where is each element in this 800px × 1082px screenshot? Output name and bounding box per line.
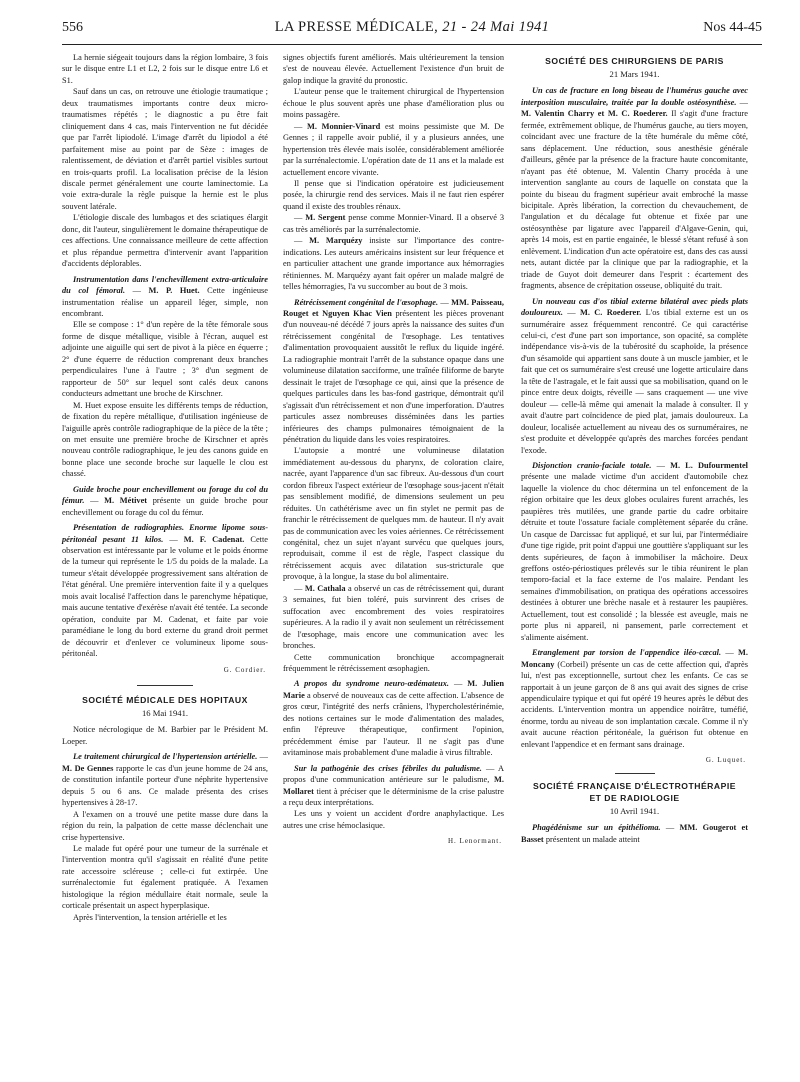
article-title: Instrumentation dans l'enchevillement extra-articulaire du col fémoral.: [62, 274, 268, 296]
paragraph: Elle se compose : 1° d'un repère de la tête fémorale sous forme de disque métallique, visible à l'écran, auquel est adjointe une aiguille qui sert de pivot à la pièce en équerre ; 2° d'une équerre de réduction comprenant deux branches perpendiculaires l'une à l'autre ; 3° d'un segment de rapporteur de 50° sur lequel sont calés deux canons conducteurs admettant une broche de Kirschner.: [62, 320, 268, 399]
article-author: M. Julien Marie: [283, 679, 505, 700]
paragraph: A l'examen on a trouvé une petite masse dure dans la région du rein, la palpation de cette masse déclenchait une crise hypertensive.: [62, 809, 268, 842]
signature: H. Lenormant.: [447, 837, 502, 846]
article-text: a observé un cas de rétrécissement qui, durant 3 semaines, fut bien toléré, puis survinrent des crises de suffocation avec encombrement des voies respiratoires supérieures. A la radio il y avait non seulement un rétrécissement de l'œsophage, mais encore une communication avec les bronches.: [283, 583, 504, 651]
article-text: insiste sur l'importance des contre-indications. Les auteurs américains insistent sur leur fréquence et en particulier attachent une grande importance aux hémorragies rétiniennes. M. Marquézy ayant fait opérer un malade malgré de telles hémorragies, l'a vu succomber au bout de 3 mois.: [283, 236, 505, 292]
paragraph: Cette communication bronchique accompagnerait fréquemment le rétrécissement œsophagien.: [283, 652, 504, 674]
article-os-tibial: Un nouveau cas d'os tibial externe bilatéral avec pieds plats douloureux. — M. C. Roederer. L'os tibial externe est un os surnuméraire assez fréquemment rencontré. Ce qui caractérise celui-ci, c'est d'une part son importance, son opacité, sa complète indépendance vis-à-vis de la tubérosité du scaphoïde, la présence d'un sésamoïde qui appartient sans doute à un muscle jambier, et le fait que cet os surnuméraire s'est creusé une logette articulaire dans la tête de l'astragale, et le fait aussi que sa mobilisation, quand on le pince entre deux doigts, réveille — sans craquement — une vive douleur — celle-là même qui amenait la malade à consulter. Il y avait d'autre part coïncidence de pied plat, jamais douloureux. La douleur, localisée actuellement au niveau des os surnuméraires, ne s'est produite et développée qu'après des marches forcées pendant l'exode.: [521, 296, 748, 455]
paragraph: signes objectifs furent améliorés. Mais ultérieurement la tension s'est de nouveau élevée. Actuellement l'existence d'un bruit de galop indique la gravité du pronostic.: [283, 53, 504, 85]
article-text: Cette observation est intéressante par le volume et le poids énorme de la tumeur qui représente le 1/5 du poids de la malade. La tumeur s'était développée progressivement sans altération de l'état général. Une première intervention faite il y a quelques mois avait localisé l'affection dans le parenchyme hépatique, mais aucune tentative d'exérèse n'avait été tentée. La seconde opération, conduite par M. Cadenat, et faite par voie paramédiane le long du bord externe du grand droit permet de découvrir et d'enlever ce volumineux lipome sous-péritonéal.: [62, 534, 268, 659]
article-author: M. Monnier-Vinard: [307, 121, 381, 131]
article-oesophage: Rétrécissement congénital de l'œsophage. — MM. Paisseau, Rouget et Nguyen Khac Vien présentent les pièces provenant d'un nouveau-né décédé 7 jours après la naissance des suites d'un rétrécissement congénital de l'œsophage. Les tentatives d'alimentation provoquaient aussitôt le reflux du liquide ingéré. La radiographie montrait l'arrêt de la substance opaque dans une volumineuse dilatation sacciforme, une traînée filiforme de baryte dessinait le trajet de l'œsophage ce qui, ainsi que la présence de quelques particules dans les bas-fond gastrique, démontrait qu'il s'agissait d'un rétrécissement et non d'une imperforation. D'autres particules assez nombreuses disséminées dans les parties inférieures des champs pulmonaires témoignaient de la pénétration du liquide dans les voies respiratoires.: [283, 297, 504, 444]
article-title: Disjonction cranio-faciale totale.: [532, 460, 652, 470]
article-text: présente une malade victime d'un accident d'automobile chez laquelle la violence du choc détermina un tel enfoncement de la région orbitaire que les deux globes oculaires furent arrachés, les paupières très mutilées, une grande partie du cadre orbitaire détruite et toute l'ossature faciale complètement séparée du crâne. Un casque de Darcissac fut appliqué, et sur lui, par l'intermédiaire d'une tige rigide, prit point d'appui une gouttière s'appliquant sur les dents supérieures, de façon à immobiliser la mâchoire. Deux greffons ostéo-périostiques prélevés sur le tibia réunirent le plan temporo-facial et la face externe de l'os malaire. Pendant les semaines d'immobilisation, on pratiqua des opérations accessoires destinées à obturer une brèche nasale et à restaurer les paupières. Actuellement, tout est consolidé ; la blessée est aveugle, mais ne porte plus ni appareil, ni pansement, parle correctement et s'alimente aisément.: [521, 472, 748, 642]
article-text: Cette ingénieuse instrumentation réalise un appareil léger, simple, non encombrant.: [62, 286, 268, 318]
article-author: M. F. Cadenat.: [183, 534, 245, 544]
article-author: M. Sergent: [305, 213, 346, 223]
article-text: Il s'agit d'une fracture fermée, extrêmement oblique, de l'humérus gauche, au tiers moyen, coïncidant avec une fracture de la tête humérale du même côté, sans déplacement. Une réduction, sous anesthésie générale d'ailleurs, gênée par la présence de la fracture haute concomitante, n'ayant pas été obtenue, M. Valentin Charry procéda à une intervention sanglante au cours de laquelle on constata que la pointe du biseau du fragment supérieur avait embroché la masse bicipitale. Après libération, la correction du chevauchement, de l'angulation et du décalage fut obtenue et fixée par une ostéosynthèse par ligature avec l'appareil d'Algave-Genin, qui, après 14 mois, est en partie engainée, le blessé s'étant refusé à son enlèvement. L'indication d'un acte opératoire est, dans des cas aussi nets, autant dictée par la clinique que par la radiographie, et la triade de Guyot doit demeurer dans l'esprit : écartement des fragments, absence de crépitation osseuse, obliquité du trait.: [521, 109, 748, 291]
article-text: présentent les pièces provenant d'un nouveau-né décédé 7 jours après la naissance des suites d'un rétrécissement congénital de l'œsophage. Les tentatives d'alimentation provoquaient aussitôt le reflux du liquide ingéré. La radiographie montrait l'arrêt de la substance opaque dans une volumineuse dilatation sacciforme, une traînée filiforme de baryte dessinait le trajet de l'œsophage ce qui, ainsi que la présence de quelques particules dans les bas-fond gastrique, démontrait qu'il s'agissait d'un rétrécissement et non d'une imperforation. D'autres particules assez nombreuses disséminées dans les parties inférieures des champs pulmonaires témoignaient de la pénétration du liquide dans les voies respiratoires.: [283, 308, 504, 444]
article-title: Guide broche pour enchevillement ou forage du col du fémur.: [62, 484, 268, 506]
paragraph: Après l'intervention, la tension artérielle et les: [73, 912, 227, 922]
comment-sergent: — M. Sergent pense comme Monnier-Vinard. Il a observé 3 cas très améliorés par la surrénalectomie.: [283, 213, 505, 234]
divider: [137, 685, 193, 686]
article-text: A propos d'une communication antérieure sur le paludisme,: [283, 763, 504, 785]
article-title: Présentation de radiographies. Enorme lipome sous-péritonéal pesant 11 kilos.: [62, 523, 268, 544]
article-text: pense comme Monnier-Vinard. Il a observé 3 cas très améliorés par la surrénalectomie.: [283, 213, 505, 234]
divider: [615, 773, 655, 774]
session-date: 21 Mars 1941.: [609, 69, 660, 79]
article-text: tient à préciser que le déterminisme de la crise palustre a reçu deux interprétations.: [283, 786, 504, 807]
article-text: a observé de nouveaux cas de cette affection. L'absence de gros cœur, l'intégrité des nerfs crâniens, l'hypercholestérinémie, des notions certaines sur le mode d'alimentation des malades, enfin l'épreuve thérapeutique, confirment l'opinion, précédemment émise par l'auteur. Il ne s'agit pas d'une avitaminose mais probablement d'une maladie à virus filtrable.: [283, 690, 504, 758]
society-heading-line: ET DE RADIOLOGIE: [589, 792, 680, 803]
article-title: Le traitement chirurgical de l'hypertension artérielle.: [73, 752, 258, 762]
paragraph: Il pense que si l'indication opératoire est judicieusement posée, la chirurgie rend des services. Mais il ne faut rien espérer quand il existe des troubles rénaux.: [283, 178, 504, 211]
session-date: 10 Avril 1941.: [609, 805, 660, 816]
article-guide-broche: Guide broche pour enchevillement ou forage du col du fémur. — M. Métivet présente un guide broche pour enchevillement ou forage du col du fémur.: [62, 484, 268, 517]
signature: G. Luquet.: [705, 756, 746, 765]
session-date: 16 Mai 1941.: [141, 708, 189, 719]
issue-date: 21 - 24 Mai 1941: [442, 19, 550, 35]
paragraph: Le malade fut opéré pour une tumeur de la surrénale et l'intervention montra qu'il s'agissait en réalité d'une petite rate accessoire scléreuse ; celle-ci fut extirpée. Une surrénalectomie fut également pratiquée. A l'examen histologique la région médullaire était normale, seule la corticale présentait un aspect hyperplasique.: [62, 844, 268, 911]
signature: G. Cordier.: [223, 665, 266, 674]
article-title: Phagédénisme sur un épithélioma.: [532, 823, 661, 833]
paragraph: L'autopsie a montré une volumineuse dilatation immédiatement au-dessous du pharynx, de coloration claire, nacrée, ayant l'apparence d'un sac fibreux. Au-dessous d'un court cordon fibreux l'aspect extérieur de l'œsophage sous-jacent n'était pas sensiblement modifié, de dimensions seulement un peu réduites. Un cathétérisme avec un fin stylet ne permit pas de franchir le rétrécissement de quelques mm. de hauteur. Il n'y avait pas de communication avec les voies aériennes. Ce rétrécissement congénital, chez un sujet n'ayant survécu que quelques jours, reproduisait, comme il est de règle, l'aspect classique du rétrécissement acquis avec dilatation sus-stricturale que provoque, à la longue, la stase du bol alimentaire.: [283, 446, 504, 582]
article-appendice: Etranglement par torsion de l'appendice iléo-cæcal. — M. Moncany (Corbeil) présente un cas de cette affection qui, d'après lui, n'est pas exceptionnelle, surtout chez les enfants. Ce cas se rapportait à un jeune garçon de 8 ans qui avait des signes de crise appendiculaire typique et qui fut opéré 19 heures après le début des accidents. L'intervention montra un appendice noirâtre, tuméfié, énorme, tordu au niveau de son implantation cæcale. Comme il n'y avait aucune réaction péritonéale, la guérison fut obtenue en enlevant l'appendice et en fermant sans drainage.: [521, 648, 748, 749]
article-text: rapporte le cas d'un jeune homme de 24 ans, de constitution infantile porteur d'une néphrite hypertensive depuis 5 ou 6 ans. Ce malade présenta des crises hypertensives à 28-17.: [62, 763, 268, 808]
column-middle: [283, 52, 504, 851]
article-paludisme: Sur la pathogénie des crises fébriles du paludisme. — A propos d'une communication antérieure sur le paludisme, M. Mollaret tient à préciser que le déterminisme de la crise palustre a reçu deux interprétations.: [283, 763, 504, 807]
article-author: M. Moncany: [521, 648, 748, 669]
article-author: M. Cathala: [304, 583, 346, 593]
article-text: L'os tibial externe est un os surnuméraire assez fréquemment rencontré. Ce qui caractérise celui-ci, c'est d'une part son importance, son opacité, sa complète indépendance vis-à-vis de la tubérosité du scaphoïde, la présence d'un sésamoïde qui appartient sans doute à un muscle jambier, et le fait que cet os surnuméraire s'est creusé une logette articulaire dans la tête de l'astragale, et le fait aussi que sa mobilisation, quand on le pince entre deux doigts, réveille — sans craquement — une vive douleur — celle-là même qui amenait la malade à consulter. Il y avait d'autre part coïncidence de pied plat, jamais douloureux. La douleur, localisée actuellement au niveau des os surnuméraires, ne s'est produite et développée qu'après des marches forcées pendant l'exode.: [521, 308, 748, 455]
article-author: M. De Gennes: [62, 763, 114, 773]
notice-necrologique: Notice nécrologique de M. Barbier par le Président M. Loeper.: [62, 725, 268, 746]
article-author: MM. Gougerot et Basset: [521, 823, 749, 844]
article-author: M. Métivet: [104, 496, 148, 506]
article-author: M. P. Huet.: [148, 286, 200, 296]
article-title: A propos du syndrome neuro-œdémateux.: [294, 679, 449, 689]
article-author: MM. Paisseau, Rouget et Nguyen Khac Vien: [283, 297, 504, 318]
comment-cathala: — M. Cathala a observé un cas de rétrécissement qui, durant 3 semaines, fut bien toléré, puis survinrent des crises de suffocation avec encombrement des voies respiratoires supérieures. A la radio il y avait non seulement un rétrécissement de l'œsophage, mais encore une communication avec les bronches.: [283, 583, 504, 651]
article-text: (Corbeil) présente un cas de cette affection qui, d'après lui, n'est pas exceptionnelle, surtout chez les enfants. Ce cas se rapportait à un jeune garçon de 8 ans qui avait des signes de crise appendiculaire typique et qui fut opéré 19 heures après le début des accidents. L'intervention montra un appendice noirâtre, tuméfié, énorme, tordu au niveau de son implantation cæcale. Comme il n'y avait aucune réaction péritonéale, la guérison fut obtenue en enlevant l'appendice et en fermant sans drainage.: [521, 659, 748, 749]
society-heading: [521, 780, 748, 804]
article-text: présentent un malade atteint: [545, 834, 640, 844]
issue-number: Nos 44-45: [703, 20, 762, 35]
comment-monnier-vinard: — M. Monnier-Vinard est moins pessimiste que M. De Gennes ; il rappelle avoir publié, il y a plusieurs années, une hypertension très élevée mais isolée, considérablement améliorée par la surrénalectomie. L'opération date de 11 ans et la malade est actuellement encore vivante.: [283, 121, 504, 177]
article-fracture-humerus: Un cas de fracture en long biseau de l'humérus gauche avec interposition musculaire, traitée par la double ostéosynthèse. — M. Valentin Charry et M. C. Roederer. Il s'agit d'une fracture fermée, extrêmement oblique, de l'humérus gauche, au tiers moyen, coïncidant avec une fracture de la tête humérale du même côté, sans déplacement. Une réduction, sous anesthésie générale d'ailleurs, gênée par la présence de la fracture haute concomitante, n'ayant pas été obtenue, M. Valentin Charry procéda à une intervention sanglante au cours de laquelle on constata que la pointe du biseau du fragment supérieur avait embroché la masse bicipitale. Après libération, la correction du chevauchement, de l'angulation et du décalage fut obtenue et fixée par une ostéosynthèse par ligature avec l'appareil d'Algave-Genin, qui, après 14 mois, est en partie engainée, le blessé s'étant refusé à son enlèvement. L'indication d'un acte opératoire est, dans des cas aussi nets, autant dictée par la clinique que par la radiographie, et la triade de Guyot doit demeurer dans l'esprit : écartement des fragments, absence de crépitation osseuse, obliquité du trait.: [521, 86, 749, 291]
article-author: M. Marquézy: [309, 236, 363, 246]
journal-name: LA PRESSE MÉDICALE,: [274, 19, 439, 35]
comment-marquezy: — M. Marquézy insiste sur l'importance des contre-indications. Les auteurs américains insistent sur leur fréquence et en particulier attachent une grande importance aux hémorragies rétiniennes. M. Marquézy ayant fait opérer un malade malgré de telles hémorragies, l'a vu succomber au bout de 3 mois.: [283, 236, 505, 292]
article-title: Sur la pathogénie des crises fébriles du paludisme.: [294, 763, 482, 773]
paragraph: L'étiologie discale des lumbagos et des sciatiques élargit donc, dit l'auteur, singulièrement le domaine thérapeutique de ces affections. Une connaissance meilleure de cette affection et plus répandue permettra d'intervenir avant l'apparition d'accidents déplorables.: [62, 213, 268, 269]
page-number: 556: [62, 20, 83, 35]
paragraph: La hernie siégeait toujours dans la région lombaire, 3 fois sur le disque entre L1 et L2, 2 fois sur le disque entre L6 et S1.: [62, 53, 268, 85]
paragraph: Sauf dans un cas, on retrouve une étiologie traumatique ; deux traumatismes importants contre deux micro-traumatismes répétés ; le diagnostic a pu être fait cliniquement dans 4 cas, mais l'intervention ne fut décidée que par l'arrêt lipiodolé. L'image d'arrêt du lipiodol a été parfaitement mise au point par de Sèze : images de ralentissement, de déviation et d'arrêt partiel visibles surtout en trois-quarts profil. La localisation précise de la lésion discale permet généralement une courte laminectomie. La voie extra-durale la règle puisque la hernie est le plus souvent latérale.: [62, 87, 268, 211]
article-neuro-oedemateux: A propos du syndrome neuro-œdémateux. — M. Julien Marie a observé de nouveaux cas de cette affection. L'absence de gros cœur, l'intégrité des nerfs crâniens, l'hypercholestérinémie, des notions certaines sur le mode d'alimentation des malades, enfin l'épreuve thérapeutique, confirment l'opinion, précédemment émise par l'auteur. Il ne s'agit pas d'une avitaminose mais probablement d'une maladie à virus filtrable.: [283, 679, 505, 758]
article-author: M. L. Dufourmentel: [670, 460, 749, 470]
article-title: Un cas de fracture en long biseau de l'humérus gauche avec interposition musculaire, traitée par la double ostéosynthèse.: [521, 86, 748, 107]
paragraph: Les uns y voient un accident d'ordre anaphylactique. Les autres une crise hémoclasique.: [283, 809, 504, 830]
article-instrumentation: Instrumentation dans l'enchevillement extra-articulaire du col fémoral. — M. P. Huet. Cette ingénieuse instrumentation réalise un appareil léger, simple, non encombrant.: [62, 274, 268, 318]
society-heading-line: SOCIÉTÉ FRANÇAISE D'ÉLECTROTHÉRAPIE: [533, 780, 736, 791]
column-left: [62, 52, 268, 923]
society-heading: SOCIÉTÉ DES CHIRURGIENS DE PARIS: [545, 56, 724, 66]
society-heading: SOCIÉTÉ MÉDICALE DES HOPITAUX: [82, 695, 248, 706]
column-right: [521, 52, 748, 845]
article-title: Etranglement par torsion de l'appendice iléo-cæcal.: [532, 648, 722, 658]
article-phagedenisme: Phagédénisme sur un épithélioma. — MM. Gougerot et Basset présentent un malade atteint: [521, 823, 749, 844]
paragraph: M. Huet expose ensuite les différents temps de réduction, de fixation du repère métallique, d'utilisation ingénieuse de l'aiguille après contrôle radiographique de la pièce de la tête ; on met ensuite une première broche de Kirschner et après nouveau contrôle radiographique, le jeu des canons guide en bonne place une seconde broche sur laquelle le clou est chassé.: [62, 400, 268, 479]
article-author: M. Valentin Charry et M. C. Roederer.: [521, 109, 668, 119]
journal-title: [62, 19, 762, 36]
article-text: est moins pessimiste que M. De Gennes ; il rappelle avoir publié, il y a plusieurs années, une hypertension très élevée mais isolée, considérablement améliorée par la surrénalectomie. L'opération date de 11 ans et la malade est actuellement encore vivante.: [283, 121, 504, 177]
article-disjonction: Disjonction cranio-faciale totale. — M. L. Dufourmentel présente une malade victime d'un accident d'automobile chez laquelle la violence du choc détermina un tel enfoncement de la région orbitaire que les deux globes oculaires furent arrachés, les paupières très mutilées, une grande partie du cadre orbitaire détruite et toute l'ossature faciale complètement séparée du crâne. Un casque de Darcissac fut appliqué, et sur lui, par l'intermédiaire d'une tige rigide, prit point d'appui une gouttière s'appliquant sur les dents supérieures, de façon à immobiliser la mâchoire. Deux greffons ostéo-périostiques prélevés sur le tibia réunirent le plan temporo-facial et la face externe de l'os malaire. Pendant les semaines d'immobilisation, on pratiqua des opérations accessoires destinées à obturer une brèche nasale et à restaurer les paupières. Actuellement, tout est consolidé ; la blessée est aveugle, mais ne porte plus ni appareil, ni pansement, parle correctement et s'alimente aisément.: [521, 460, 749, 642]
paragraph: L'auteur pense que le traitement chirurgical de l'hypertension échoue le plus souvent après une phase d'amélioration plus ou moins passagère.: [283, 87, 504, 120]
article-lipome: Présentation de radiographies. Enorme lipome sous-péritonéal pesant 11 kilos. — M. F. Cadenat. Cette observation est intéressante par le volume et le poids énorme de la tumeur qui représente le 1/5 du poids de la malade. La tumeur s'était développée progressivement sans altération de l'état général. Une première intervention faite il y a quelques mois avait localisé l'affection dans le parenchyme hépatique, mais aucune tentative d'exérèse n'avait été tentée. La seconde opération, conduite par M. Cadenat, et faite par voie paramédiane le long du bord externe du grand droit permet de découvrir et d'enlever ce volumineux lipome sous-péritonéal.: [62, 523, 268, 659]
page-header: [62, 18, 762, 45]
article-hypertension: Le traitement chirurgical de l'hypertension artérielle. — M. De Gennes rapporte le cas d'un jeune homme de 24 ans, de constitution infantile porteur d'une néphrite hypertensive depuis 5 ou 6 ans. Ce malade présenta des crises hypertensives à 28-17.: [62, 752, 269, 808]
article-author: M. Mollaret: [283, 775, 504, 796]
article-title: Un nouveau cas d'os tibial externe bilatéral avec pieds plats douloureux.: [521, 296, 748, 318]
article-text: présente un guide broche pour enchevillement ou forage du col du fémur.: [62, 496, 268, 517]
article-title: Rétrécissement congénital de l'œsophage.: [294, 297, 439, 307]
article-author: M. C. Roederer.: [579, 308, 642, 318]
